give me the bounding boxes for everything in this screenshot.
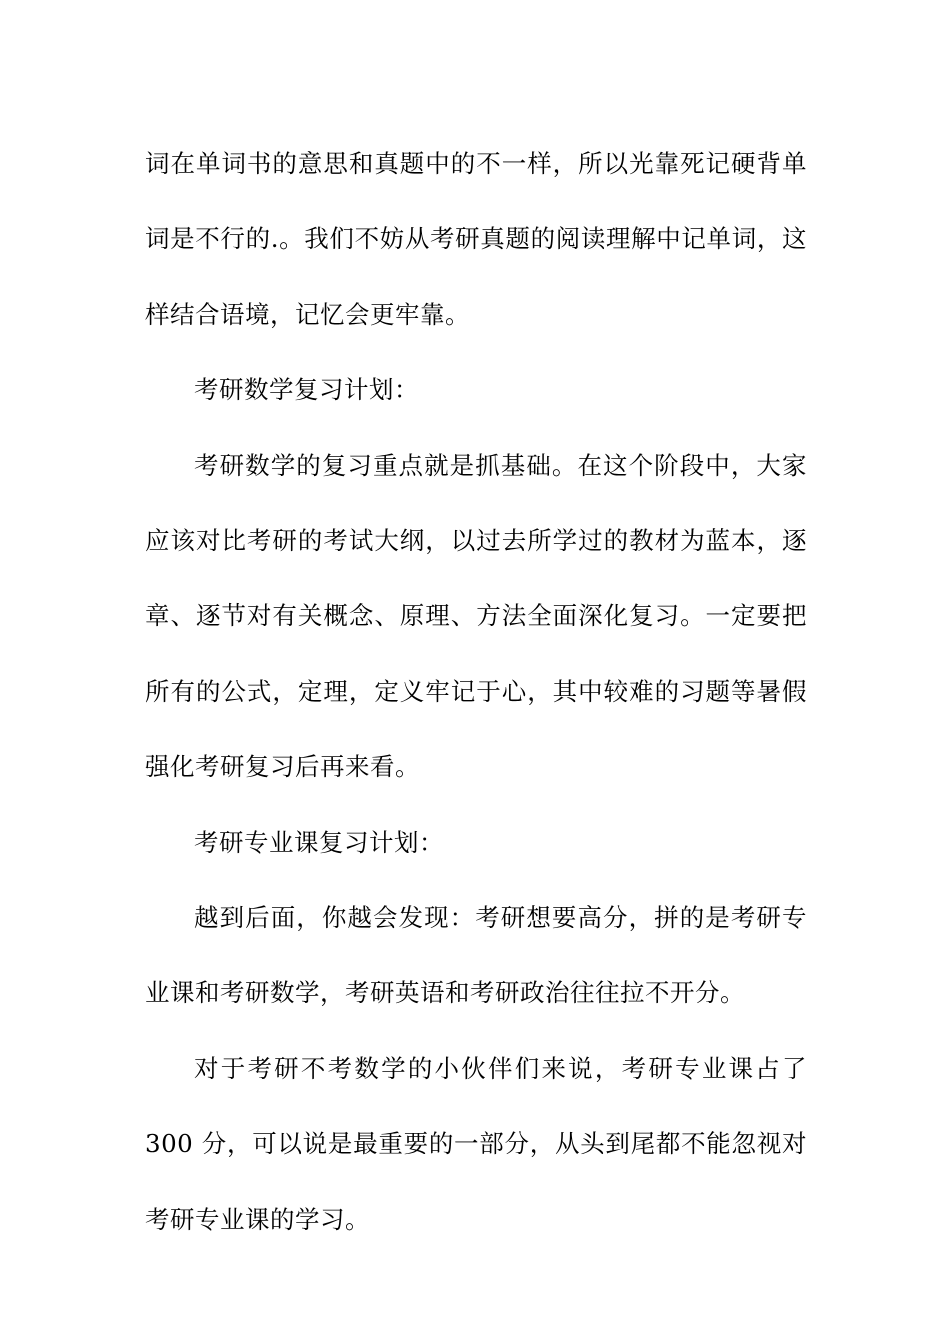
document-body [145,126,807,1257]
paragraph-vocabulary-tail: 词在单词书的意思和真题中的不一样，所以光靠死记硬背单词是不行的.。我们不妨从考研真题的阅读理解中记单词，这样结合语境，记忆会更牢靠。 [145,149,807,329]
paragraph-major-course-importance: 越到后面，你越会发现：考研想要高分，拼的是考研专业课和考研数学，考研英语和考研政治往往拉不开分。 [145,903,807,1008]
heading-major-course-plan: 考研专业课复习计划： [194,827,444,857]
paragraph-major-course-score: 对于考研不考数学的小伙伴们来说，考研专业课占了 300 分，可以说是最重要的一部分，从头到尾都不能忽视对考研专业课的学习。 [145,1053,807,1234]
heading-math-plan: 考研数学复习计划： [194,375,419,405]
paragraph-math-plan: 考研数学的复习重点就是抓基础。在这个阶段中，大家应该对比考研的考试大纲，以过去所学过的教材为蓝本，逐章、逐节对有关概念、原理、方法全面深化复习。一定要把所有的公式，定理，定义牢记于心，其中较难的习题等暑假强化考研复习后再来看。 [145,450,807,782]
